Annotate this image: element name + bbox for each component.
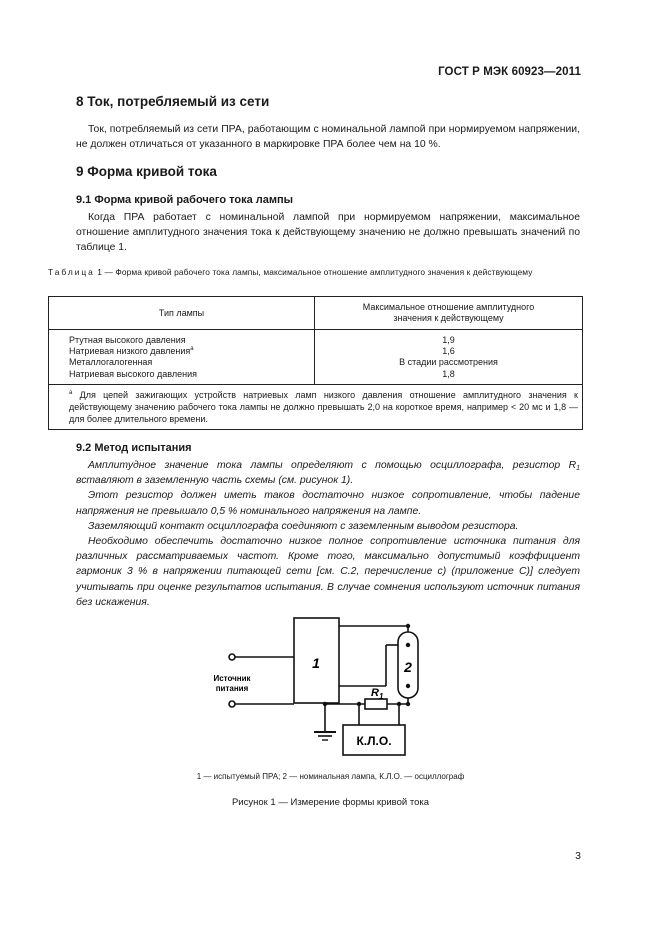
- method-paragraph-2: Этот резистор должен иметь таков достаточно низкое сопротивление, чтобы падение напряжения не превышало 0,5 % номинального напряжения на лампе.: [76, 490, 580, 517]
- table-header-max-ratio: Максимальное отношение амплитудного значения к действующему: [315, 297, 583, 330]
- section-8-title: 8 Ток, потребляемый из сети: [76, 94, 270, 109]
- table-caption-label: Таблица: [48, 267, 95, 277]
- figure-legend: 1 — испытуемый ПРА; 2 — номинальная лампа, К.Л.О. — осциллограф: [196, 772, 465, 781]
- table-row-lamp-type: Натриевая высокого давления: [69, 368, 197, 379]
- method-paragraph-3: Заземляющий контакт осциллографа соединяют с заземленным выводом резистора.: [88, 520, 519, 532]
- table-row-lamp-type: Металлогалогенная: [69, 357, 153, 368]
- source-terminal-top: [229, 654, 235, 660]
- ballast-label: 1: [312, 655, 320, 671]
- table-row-value: В стадии рассмотрения: [399, 357, 498, 368]
- table-header-lamp-type: Тип лампы: [49, 297, 315, 330]
- resistor-label: $R_1$: [371, 687, 384, 701]
- circuit-diagram: [0, 600, 661, 770]
- source-label: Источник: [213, 674, 251, 683]
- table-caption-text: 1 — Форма кривой рабочего тока лампы, максимальное отношение амплитудного значения к действующему: [94, 267, 533, 277]
- table-row-value: 1,9: [442, 335, 455, 345]
- method-paragraph-1: Амплитудное значение тока лампы определяют с помощью осциллографа, резистор $R_1$ вставляют в заземленную часть схемы (см. рисунок 1).: [76, 460, 580, 487]
- section-8-text: Ток, потребляемый из сети ПРА, работающим с номинальной лампой при нормируемом напряжении, не должен отличаться от указанного в маркировке ПРА более чем на 10 %.: [76, 124, 580, 151]
- section-9-title: 9 Форма кривой тока: [76, 164, 217, 179]
- method-paragraph-4: Необходимо обеспечить достаточно низкое полное сопротивление источника питания для различных рассматриваемых частот. Кроме того, максимально допустимый коэффициент гармоник 3 % в напряжении питающей сети [см. С.2, перечисление с) (приложение С)] следует учитывать при оценке результатов испытания. В случае сомнения используют источник питания без искажения.: [76, 536, 580, 608]
- section-9-2-title: 9.2 Метод испытания: [76, 442, 192, 454]
- table-values-cell: [315, 330, 583, 385]
- lamp-label: 2: [404, 659, 412, 675]
- figure-title: Рисунок 1 — Измерение формы кривой тока: [231, 797, 430, 808]
- table-row-value: 1,8: [442, 368, 455, 379]
- source-label: питания: [215, 684, 249, 693]
- section-9-1-text: Когда ПРА работает с номинальной лампой при нормируемом напряжении, максимальное отношение амплитудного значения тока к действующему значению не должно превышать значений по таблице 1.: [76, 212, 580, 254]
- table-row-value: 1,6: [442, 346, 455, 357]
- table-footnote-text: Для цепей зажигающих устройств натриевых ламп низкого давления отношение амплитудного значения к действующему значению рабочего тока лампы не должно превышать 2,0 на короткое время, например < 20 мс и 1,8 — для более длительного времени.: [69, 389, 578, 424]
- document-header: ГОСТ Р МЭК 60923—2011: [438, 66, 581, 78]
- section-9-1-title: 9.1 Форма кривой рабочего тока лампы: [76, 194, 294, 206]
- table-1: [48, 296, 583, 430]
- table-lamp-types-cell: [49, 330, 315, 385]
- table-row-lamp-type: Ртутная высокого давления: [69, 335, 186, 345]
- section-9-2-text: [76, 458, 580, 610]
- page-number: 3: [575, 850, 581, 862]
- oscilloscope-label: К.Л.О.: [356, 734, 392, 748]
- table-row-lamp-type: Натриевая низкого давления$^a$: [69, 346, 194, 357]
- source-terminal-bottom: [229, 701, 235, 707]
- footnote-mark: a: [190, 346, 194, 353]
- table-1-caption: [48, 267, 582, 278]
- footnote-mark: a: [69, 389, 73, 396]
- table-footnote: [49, 384, 583, 429]
- resistor-r1: [365, 699, 387, 709]
